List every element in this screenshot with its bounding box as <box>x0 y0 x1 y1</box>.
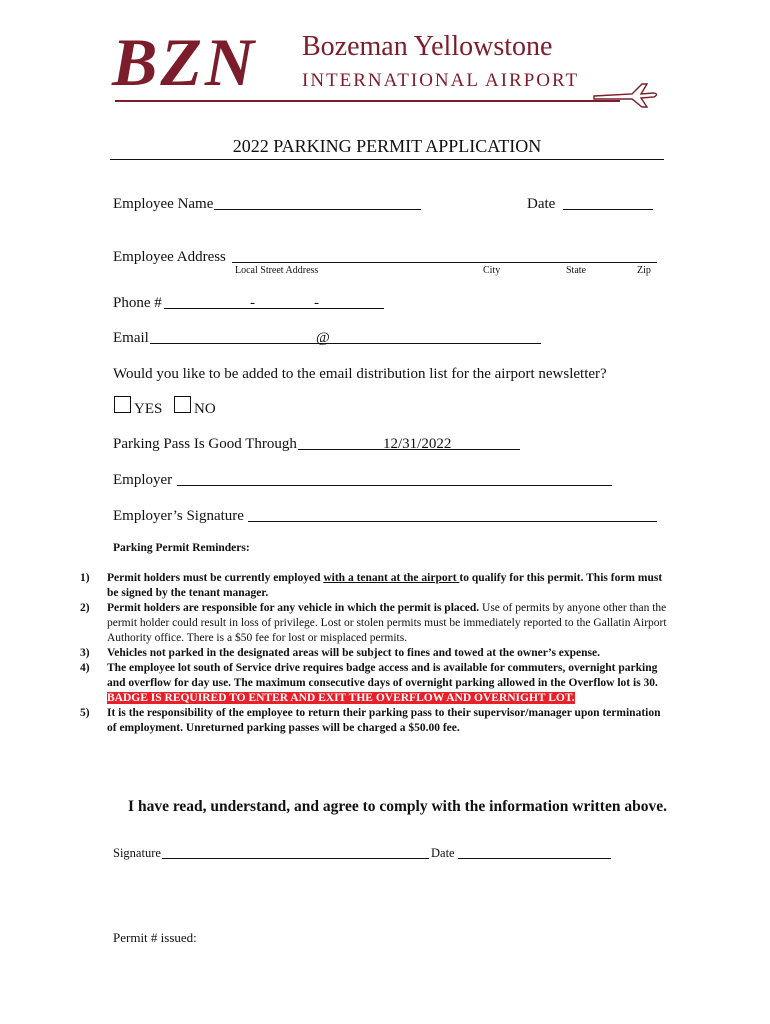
logo-subtitle: INTERNATIONAL AIRPORT <box>302 70 580 91</box>
street-sublabel: Local Street Address <box>235 265 319 276</box>
reminder-number: 5) <box>80 707 90 719</box>
phone-field[interactable] <box>164 292 384 309</box>
reminder-item <box>80 601 672 646</box>
agreement-date-field[interactable] <box>458 844 611 859</box>
city-sublabel: City <box>483 265 501 276</box>
phone-separator: - <box>314 295 319 311</box>
logo-mark: BZN <box>112 24 257 100</box>
email-at-sign: @ <box>316 330 330 346</box>
good-through-value: 12/31/2022 <box>383 436 452 452</box>
employee-name-label: Employee Name <box>113 196 214 212</box>
phone-separator: - <box>250 295 255 311</box>
reminder-text: Permit holders must be currently employed with a tenant at the airport to qualify for this permit. This form must be signed by the tenant manager. <box>107 572 663 599</box>
date-field[interactable] <box>563 193 653 210</box>
employee-name-field[interactable] <box>214 193 421 210</box>
employer-signature-label: Employer’s Signature <box>113 508 244 524</box>
reminder-text: Permit holders are responsible for any vehicle in which the permit is placed. Use of permits by anyone other than the permit holder could result in loss of privilege. Lost or stolen permits must be immediately reported to the Gallatin Airport Authority office. There is a $50 fee for lost or misplaced permits. <box>107 602 667 644</box>
reminder-number: 4) <box>80 662 90 674</box>
signature-field[interactable] <box>162 844 429 859</box>
title-rule <box>110 159 664 160</box>
zip-sublabel: Zip <box>637 265 651 276</box>
reminders-list <box>80 571 672 736</box>
reminder-item <box>80 646 672 661</box>
no-checkbox[interactable] <box>174 396 191 413</box>
employee-address-field[interactable] <box>232 246 657 263</box>
reminder-number: 1) <box>80 572 90 584</box>
reminder-item <box>80 661 672 706</box>
reminder-text: Vehicles not parked in the designated areas will be subject to fines and towed at the owner’s expense. <box>107 647 601 659</box>
good-through-label: Parking Pass Is Good Through <box>113 436 297 452</box>
reminder-item <box>80 706 672 736</box>
logo-name: Bozeman Yellowstone <box>302 31 553 62</box>
agreement-statement: I have read, understand, and agree to comply with the information written above. <box>128 798 667 815</box>
email-field[interactable] <box>150 327 541 344</box>
phone-label: Phone # <box>113 295 162 311</box>
no-label: NO <box>194 401 216 417</box>
date-label: Date <box>527 196 556 212</box>
newsletter-question: Would you like to be added to the email distribution list for the airport newsletter? <box>113 366 607 382</box>
employer-signature-field[interactable] <box>248 505 657 522</box>
employer-label: Employer <box>113 472 173 488</box>
airplane-icon <box>592 80 660 110</box>
reminder-number: 2) <box>80 602 90 614</box>
agreement-date-label: Date <box>431 846 455 860</box>
state-sublabel: State <box>566 265 586 276</box>
signature-label: Signature <box>113 846 161 860</box>
yes-label: YES <box>134 401 163 417</box>
form-title: 2022 PARKING PERMIT APPLICATION <box>232 136 542 156</box>
logo-rule <box>115 100 620 102</box>
badge-warning: BADGE IS REQUIRED TO ENTER AND EXIT THE OVERFLOW AND OVERNIGHT LOT. <box>107 692 575 704</box>
reminders-title: Parking Permit Reminders: <box>113 542 250 554</box>
reminder-number: 3) <box>80 647 90 659</box>
employer-field[interactable] <box>177 469 612 486</box>
reminder-text: It is the responsibility of the employee to return their parking pass to their supervisor/manager upon termination of employment. Unreturned parking passes will be charged a $50.00 fee. <box>107 707 661 734</box>
employee-address-label: Employee Address <box>113 249 226 265</box>
yes-checkbox[interactable] <box>114 396 131 413</box>
reminder-text: The employee lot south of Service drive requires badge access and is available for commuters, overnight parking and overflow for day use. The maximum consecutive days of overnight parking allowed in the Overflow lot is 30. BADGE IS REQUIRED TO ENTER AND EXIT THE OVERFLOW AND OVERNIGHT LOT. <box>107 662 658 704</box>
reminder-item <box>80 571 672 601</box>
permit-issued-label: Permit # issued: <box>113 930 197 945</box>
email-label: Email <box>113 330 149 346</box>
